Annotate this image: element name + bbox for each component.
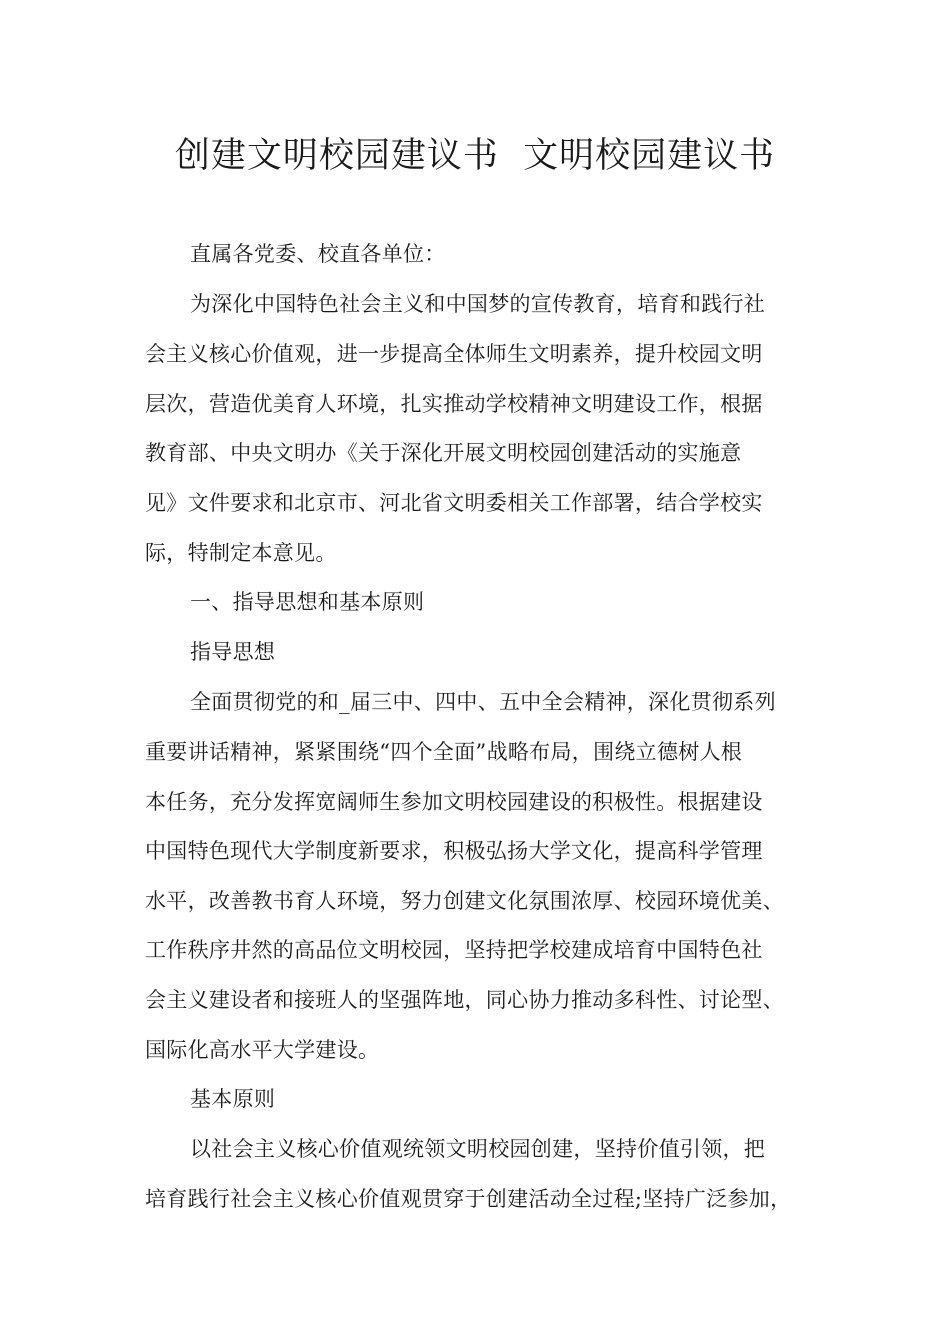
body-line: 见》文件要求和北京市、河北省文明委相关工作部署，结合学校实 [145,491,763,515]
section-heading: 一、指导思想和基本原则 [190,590,425,614]
body-line: 本任务，充分发挥宽阔师生参加文明校园建设的积极性。根据建设 [145,790,763,814]
body-line: 层次，营造优美育人环境，扎实推动学校精神文明建设工作，根据 [145,392,763,416]
body-line: 为深化中国特色社会主义和中国梦的宣传教育，培育和践行社 [190,292,766,316]
body-line: 会主义建设者和接班人的坚强阵地，同心协力推动多科性、讨论型、 [145,988,784,1012]
body-line: 培育践行社会主义核心价值观贯穿于创建活动全过程;坚持广泛参加， [145,1187,792,1211]
body-line: 重要讲话精神，紧紧围绕“四个全面”战略布局，围绕立德树人根 [145,740,743,764]
subsection-heading: 指导思想 [190,640,276,664]
body-line: 水平，改善教书育人环境，努力创建文化氛围浓厚、校园环境优美、 [145,889,784,913]
document-title: 创建文明校园建议书 文明校园建议书 [174,136,776,176]
body-line: 中国特色现代大学制度新要求，积极弘扬大学文化，提高科学管理 [145,839,763,863]
body-line: 以社会主义核心价值观统领文明校园创建，坚持价值引领，把 [190,1137,766,1161]
body-line: 国际化高水平大学建设。 [145,1038,380,1062]
salutation-line: 直属各党委、校直各单位： [190,242,446,266]
subsection-heading: 基本原则 [190,1087,276,1111]
body-line: 会主义核心价值观，进一步提高全体师生文明素养，提升校园文明 [145,342,763,366]
body-line: 际，特制定本意见。 [145,541,337,565]
body-line: 教育部、中央文明办《关于深化开展文明校园创建活动的实施意 [145,441,742,465]
body-line: 全面贯彻党的和_届三中、四中、五中全会精神，深化贯彻系列 [190,690,776,714]
body-line: 工作秩序井然的高品位文明校园，坚持把学校建成培育中国特色社 [145,938,763,962]
